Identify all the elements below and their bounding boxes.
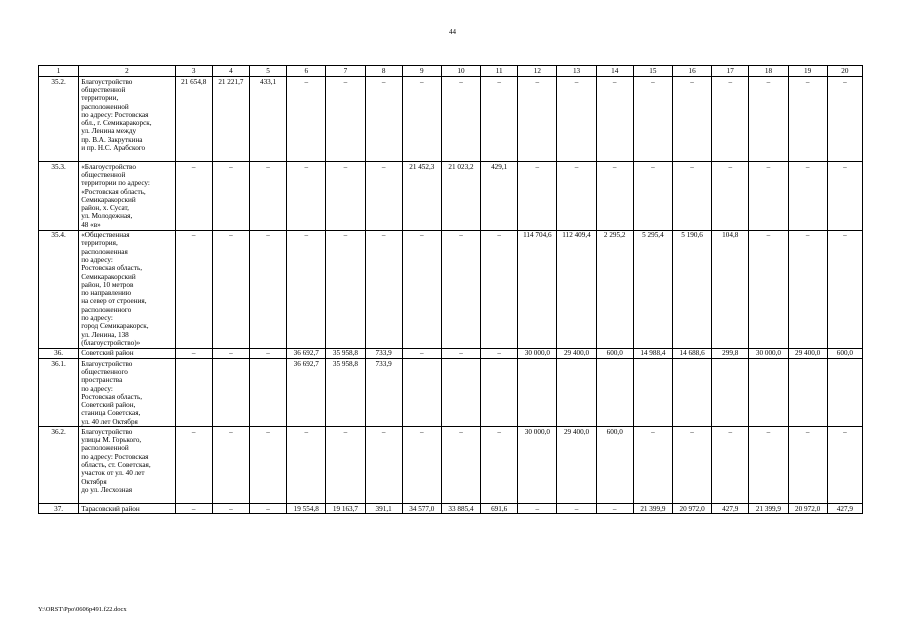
table-cell: – — [212, 427, 249, 504]
table-cell: 112 409,4 — [557, 230, 596, 348]
table-cell: – — [788, 77, 827, 162]
row-description: Советский район — [79, 348, 175, 358]
table-cell: – — [441, 348, 480, 358]
table-cell: – — [365, 162, 402, 230]
header-cell: 8 — [365, 66, 402, 77]
table-cell — [212, 359, 249, 427]
header-cell: 7 — [326, 66, 365, 77]
table-cell: – — [596, 504, 633, 514]
table-row — [39, 504, 863, 514]
table-cell — [249, 359, 286, 427]
table-cell: – — [212, 230, 249, 348]
table-cell: 21 221,7 — [212, 77, 249, 162]
table-cell: – — [175, 162, 212, 230]
table-cell: – — [633, 427, 672, 504]
table-cell: 427,9 — [827, 504, 862, 514]
row-number: 35.4. — [39, 230, 79, 348]
table-cell: 34 577,0 — [402, 504, 441, 514]
row-description: Благоустройство общественной территории, расположенной по адресу: Ростовская обл., г. Семикаракорск, ул. Ленина между пр. В.А. Закруткина и пр. Н.С. Арабского — [79, 77, 175, 162]
table-row — [39, 359, 863, 427]
table-cell: – — [518, 77, 557, 162]
row-number: 35.2. — [39, 77, 79, 162]
row-number: 36. — [39, 348, 79, 358]
table-cell: – — [749, 162, 788, 230]
table-cell: – — [557, 504, 596, 514]
table-cell: 427,9 — [712, 504, 749, 514]
table-cell: 600,0 — [827, 348, 862, 358]
table-cell: 35 958,8 — [326, 359, 365, 427]
table-cell: 21 023,2 — [441, 162, 480, 230]
table-cell: 691,6 — [481, 504, 518, 514]
table-cell: – — [827, 162, 862, 230]
table-cell: – — [249, 504, 286, 514]
table-cell: 114 704,6 — [518, 230, 557, 348]
table-cell: – — [287, 162, 326, 230]
table-cell: – — [481, 348, 518, 358]
table-cell — [518, 359, 557, 427]
row-description: «Благоустройство общественной территории по адресу: «Ростовская область, Семикаракорский район, х. Сусат, ул. Молодежная, 48 «в» — [79, 162, 175, 230]
table-cell: – — [249, 427, 286, 504]
table-cell: 299,8 — [712, 348, 749, 358]
table-cell: – — [175, 348, 212, 358]
table-cell: – — [441, 230, 480, 348]
header-row — [39, 66, 863, 77]
table-cell: 35 958,8 — [326, 348, 365, 358]
table-cell: 733,9 — [365, 348, 402, 358]
header-cell: 11 — [481, 66, 518, 77]
row-number: 36.1. — [39, 359, 79, 427]
table-cell: 29 400,0 — [788, 348, 827, 358]
table-cell: – — [557, 162, 596, 230]
table-cell: 20 972,0 — [788, 504, 827, 514]
table-cell: – — [749, 427, 788, 504]
table-cell: – — [249, 348, 286, 358]
table-header — [39, 66, 863, 77]
table-cell: – — [672, 77, 711, 162]
table-cell: – — [175, 504, 212, 514]
table-cell: – — [326, 162, 365, 230]
header-cell: 14 — [596, 66, 633, 77]
table-cell — [175, 359, 212, 427]
table-cell — [633, 359, 672, 427]
table-cell: – — [712, 162, 749, 230]
header-cell: 10 — [441, 66, 480, 77]
table-cell: – — [481, 427, 518, 504]
page-number: 44 — [449, 28, 456, 36]
table-cell: – — [287, 427, 326, 504]
table-cell: 30 000,0 — [518, 348, 557, 358]
table-cell: 19 554,8 — [287, 504, 326, 514]
header-cell: 17 — [712, 66, 749, 77]
table-cell: – — [827, 427, 862, 504]
header-cell: 18 — [749, 66, 788, 77]
table-cell: 36 692,7 — [287, 348, 326, 358]
table-cell: – — [365, 427, 402, 504]
table-cell: 429,1 — [481, 162, 518, 230]
header-cell: 6 — [287, 66, 326, 77]
table-cell: – — [557, 77, 596, 162]
table-row — [39, 77, 863, 162]
table-cell — [557, 359, 596, 427]
row-number: 35.3. — [39, 162, 79, 230]
table-cell: – — [441, 77, 480, 162]
table-cell: 733,9 — [365, 359, 402, 427]
table-cell: – — [402, 427, 441, 504]
table-cell: – — [287, 230, 326, 348]
row-description: «Общественная территория, расположенная по адресу: Ростовская область, Семикаракорский район, 10 метров по направлению на север от строения, расположенного по адресу: город Семикаракорск, ул. Ленина, 138 (благоустройство)» — [79, 230, 175, 348]
table-cell: 5 295,4 — [633, 230, 672, 348]
table-cell: – — [402, 77, 441, 162]
table-cell: – — [596, 162, 633, 230]
header-cell: 4 — [212, 66, 249, 77]
table-cell: – — [402, 230, 441, 348]
table-cell: 21 452,3 — [402, 162, 441, 230]
table-cell: – — [212, 348, 249, 358]
table-cell: – — [365, 77, 402, 162]
table-cell: – — [672, 162, 711, 230]
table-cell: – — [212, 162, 249, 230]
table-cell: – — [402, 348, 441, 358]
header-cell: 20 — [827, 66, 862, 77]
table-cell: – — [749, 77, 788, 162]
table-cell: – — [518, 162, 557, 230]
table-cell: – — [596, 77, 633, 162]
table-cell: 29 400,0 — [557, 348, 596, 358]
table-cell — [749, 359, 788, 427]
table-cell: – — [788, 230, 827, 348]
table-cell: 33 885,4 — [441, 504, 480, 514]
table-cell: – — [175, 427, 212, 504]
table-cell: 2 295,2 — [596, 230, 633, 348]
table-cell: 104,8 — [712, 230, 749, 348]
table-row — [39, 348, 863, 358]
row-number: 36.2. — [39, 427, 79, 504]
table-cell: – — [249, 162, 286, 230]
table-cell: 433,1 — [249, 77, 286, 162]
table-cell: – — [441, 427, 480, 504]
table-cell: 30 000,0 — [749, 348, 788, 358]
row-number: 37. — [39, 504, 79, 514]
table-cell: – — [788, 427, 827, 504]
table-cell: – — [326, 427, 365, 504]
table-cell — [672, 359, 711, 427]
table-cell: 5 190,6 — [672, 230, 711, 348]
table-cell: – — [827, 77, 862, 162]
table-cell: 21 654,8 — [175, 77, 212, 162]
table-cell: – — [788, 162, 827, 230]
table-cell: – — [326, 77, 365, 162]
table-cell: 20 972,0 — [672, 504, 711, 514]
header-cell: 2 — [79, 66, 175, 77]
table-cell — [788, 359, 827, 427]
table-cell: – — [827, 230, 862, 348]
table-cell: – — [249, 230, 286, 348]
table-body — [39, 77, 863, 514]
file-path: Y:\ORST\Ppo\0606p491.f22.docx — [38, 606, 127, 613]
row-description: Тарасовский район — [79, 504, 175, 514]
table-row — [39, 162, 863, 230]
table-cell: – — [712, 427, 749, 504]
table-row — [39, 230, 863, 348]
table-cell — [402, 359, 441, 427]
table-cell: 19 163,7 — [326, 504, 365, 514]
table-cell: – — [365, 230, 402, 348]
table-cell: 30 000,0 — [518, 427, 557, 504]
table-cell: 391,1 — [365, 504, 402, 514]
table-cell — [481, 359, 518, 427]
table-cell: – — [749, 230, 788, 348]
table-cell: – — [672, 427, 711, 504]
row-description: Благоустройство улицы М. Горького, расположенной по адресу: Ростовская область, ст. Советская, участок от ул. 40 лет Октября до ул. Лесхозная — [79, 427, 175, 504]
header-cell: 15 — [633, 66, 672, 77]
table-cell — [596, 359, 633, 427]
header-cell: 12 — [518, 66, 557, 77]
table-cell: 600,0 — [596, 427, 633, 504]
table-cell: – — [326, 230, 365, 348]
header-cell: 1 — [39, 66, 79, 77]
data-table — [38, 65, 863, 514]
table-cell: 29 400,0 — [557, 427, 596, 504]
table-cell: – — [287, 77, 326, 162]
table-cell: 21 399,9 — [633, 504, 672, 514]
header-cell: 16 — [672, 66, 711, 77]
table-cell: – — [712, 77, 749, 162]
table-cell: – — [633, 77, 672, 162]
header-cell: 9 — [402, 66, 441, 77]
table-row — [39, 427, 863, 504]
header-cell: 19 — [788, 66, 827, 77]
table-cell: – — [481, 77, 518, 162]
table-cell: – — [212, 504, 249, 514]
table-cell: – — [633, 162, 672, 230]
table-cell: 36 692,7 — [287, 359, 326, 427]
table-cell — [827, 359, 862, 427]
table-cell: – — [175, 230, 212, 348]
table-cell — [441, 359, 480, 427]
header-cell: 5 — [249, 66, 286, 77]
table-cell: 600,0 — [596, 348, 633, 358]
table-cell: 14 988,4 — [633, 348, 672, 358]
header-cell: 13 — [557, 66, 596, 77]
table-cell: 21 399,9 — [749, 504, 788, 514]
table-cell: – — [518, 504, 557, 514]
table-cell: 14 688,6 — [672, 348, 711, 358]
row-description: Благоустройство общественного пространства по адресу: Ростовская область, Советский район, станица Советская, ул. 40 лет Октября — [79, 359, 175, 427]
header-cell: 3 — [175, 66, 212, 77]
table-cell — [712, 359, 749, 427]
table-cell: – — [481, 230, 518, 348]
